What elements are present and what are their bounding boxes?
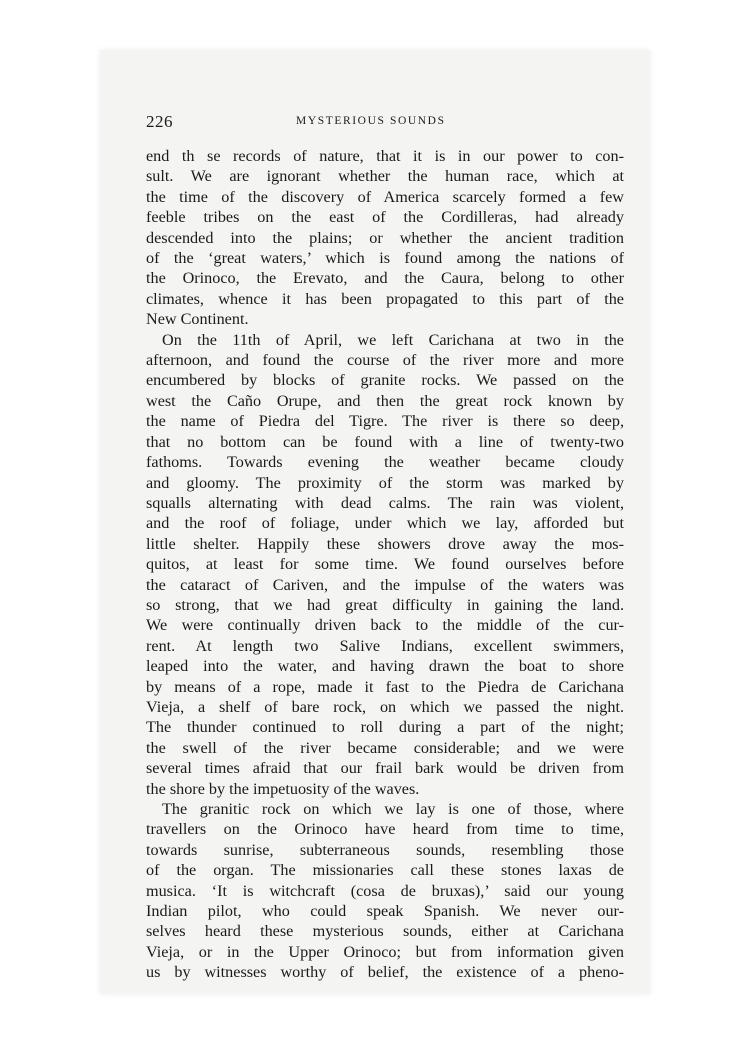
text-line: The thunder continued to roll during a part of the night; <box>146 718 624 737</box>
body-text <box>146 146 624 983</box>
text-line: On the 11th of April, we left Carichana at two in the <box>162 330 624 349</box>
text-line: and the roof of foliage, under which we lay, afforded but <box>146 514 624 533</box>
text-line: Vieja, or in the Upper Orinoco; but from information given <box>146 942 624 961</box>
text-line: of the organ. The missionaries call these stones laxas de <box>146 861 624 880</box>
text-line: and gloomy. The proximity of the storm was marked by <box>146 473 624 492</box>
text-line: the cataract of Cariven, and the impulse of the waters was <box>146 575 624 594</box>
page-number: 226 <box>146 112 173 131</box>
text-line: the time of the discovery of America scarcely formed a few <box>146 187 624 206</box>
text-line: little shelter. Happily these showers drove away the mos- <box>146 534 624 553</box>
running-title: MYSTERIOUS SOUNDS <box>296 115 446 127</box>
paragraph-1 <box>146 146 624 330</box>
text-line: quitos, at least for some time. We found ourselves before <box>146 555 624 574</box>
text-line: descended into the plains; or whether the ancient tradition <box>146 228 624 247</box>
text-line: us by witnesses worthy of belief, the existence of a pheno- <box>146 963 624 982</box>
text-line: of the ‘great waters,’ which is found among the nations of <box>146 249 624 268</box>
text-line: by means of a rope, made it fast to the Piedra de Carichana <box>146 677 624 696</box>
text-line: New Continent. <box>146 310 249 329</box>
text-line: rent. At length two Salive Indians, excellent swimmers, <box>146 636 624 655</box>
text-line: We were continually driven back to the middle of the cur- <box>146 616 624 635</box>
text-line: end th se records of nature, that it is in our power to con- <box>146 147 624 165</box>
text-line: The granitic rock on which we lay is one of those, where <box>162 800 624 818</box>
text-line: afternoon, and found the course of the river more and more <box>146 351 624 370</box>
text-line: selves heard these mysterious sounds, either at Carichana <box>146 922 624 941</box>
text-line: that no bottom can be found with a line of twenty-two <box>146 432 624 451</box>
text-line: Vieja, a shelf of bare rock, on which we passed the night. <box>146 697 624 716</box>
running-head <box>146 112 624 138</box>
paragraph-3 <box>146 799 624 983</box>
text-line: several times afraid that our frail bark would be driven from <box>146 759 624 778</box>
text-line: feeble tribes on the east of the Cordilleras, had already <box>146 208 624 227</box>
text-line: sult. We are ignorant whether the human race, which at <box>146 167 624 186</box>
text-line: fathoms. Towards evening the weather became cloudy <box>146 453 624 472</box>
text-line: squalls alternating with dead calms. The rain was violent, <box>146 493 624 512</box>
text-line: the name of Piedra del Tigre. The river is there so deep, <box>146 412 624 431</box>
text-line: so strong, that we had great difficulty in gaining the land. <box>146 595 624 614</box>
text-line: the swell of the river became considerable; and we were <box>146 738 624 757</box>
paragraph-2 <box>146 330 624 799</box>
text-line: towards sunrise, subterraneous sounds, resembling those <box>146 840 624 859</box>
text-line: encumbered by blocks of granite rocks. We passed on the <box>146 371 624 390</box>
text-line: the Orinoco, the Erevato, and the Caura, belong to other <box>146 269 624 288</box>
book-page <box>146 112 624 983</box>
text-line: west the Caño Orupe, and then the great rock known by <box>146 391 624 410</box>
text-line: musica. ‘It is witchcraft (cosa de bruxas),’ said our young <box>146 881 624 900</box>
text-line: Indian pilot, who could speak Spanish. We never our- <box>146 902 624 921</box>
text-line: leaped into the water, and having drawn the boat to shore <box>146 657 624 676</box>
text-line: travellers on the Orinoco have heard from time to time, <box>146 820 624 839</box>
text-line: climates, whence it has been propagated to this part of the <box>146 289 624 308</box>
text-line: the shore by the impetuosity of the waves. <box>146 779 420 798</box>
